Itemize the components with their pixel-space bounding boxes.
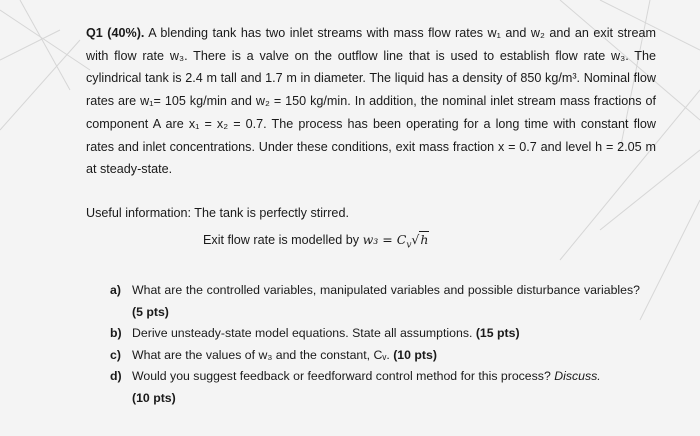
part-text: Derive unsteady-state model equations. State all assumptions.	[132, 326, 476, 340]
question-title: Q1 (40%).	[86, 26, 145, 40]
question-parts	[110, 280, 640, 409]
part-text: What are the values of w₃ and the constant, Cᵥ.	[132, 347, 394, 362]
part-d	[110, 366, 640, 409]
question-body: A blending tank has two inlet streams with mass flow rates w₁ and w₂ and an exit stream with flow rate w₃. There is a valve on the outflow line that is used to establish flow rate w₃. The cylindrical tank is 2.4 m tall and 1.7 m in diameter. The liquid has a density of 850 kg/m³. Nominal flow rates are w₁= 105 kg/min and w₂ = 150 kg/min. In addition, the nominal inlet stream mass fractions of component A are x₁ = x₂ = 0.7. The process has been operating for a long time with constant flow rates and inlet concentrations. Under these conditions, exit mass fraction x = 0.7 and level h = 2.05 m at steady-state.	[86, 26, 656, 177]
formula-lhs: w₃	[362, 232, 379, 247]
formula-equals: =	[378, 232, 397, 247]
part-points: (5 pts)	[132, 304, 169, 319]
part-points: (10 pts)	[393, 347, 437, 362]
exit-flow-formula	[203, 232, 429, 251]
useful-information: Useful information: The tank is perfectly stirred.	[86, 206, 349, 220]
part-c	[110, 345, 640, 367]
formula-prefix: Exit flow rate is modelled by	[203, 233, 363, 247]
formula-coef: C	[396, 232, 407, 247]
part-text: Would you suggest feedback or feedforward control method for this process?	[132, 369, 555, 383]
part-extra: Discuss.	[554, 369, 601, 383]
formula-sqrt: √h	[411, 232, 429, 247]
formula-radicand: h	[420, 232, 429, 247]
part-text: What are the controlled variables, manipulated variables and possible disturbance variables?	[132, 283, 640, 297]
part-label: c)	[110, 347, 121, 362]
question-paragraph	[86, 22, 656, 181]
part-a	[110, 280, 640, 323]
part-points: (15 pts)	[475, 326, 520, 340]
part-b	[110, 323, 640, 345]
part-points: (10 pts)	[132, 390, 176, 405]
part-label: b)	[110, 326, 122, 340]
part-label: d)	[110, 369, 122, 383]
part-label: a)	[110, 283, 121, 297]
formula-sub: v	[406, 240, 412, 251]
